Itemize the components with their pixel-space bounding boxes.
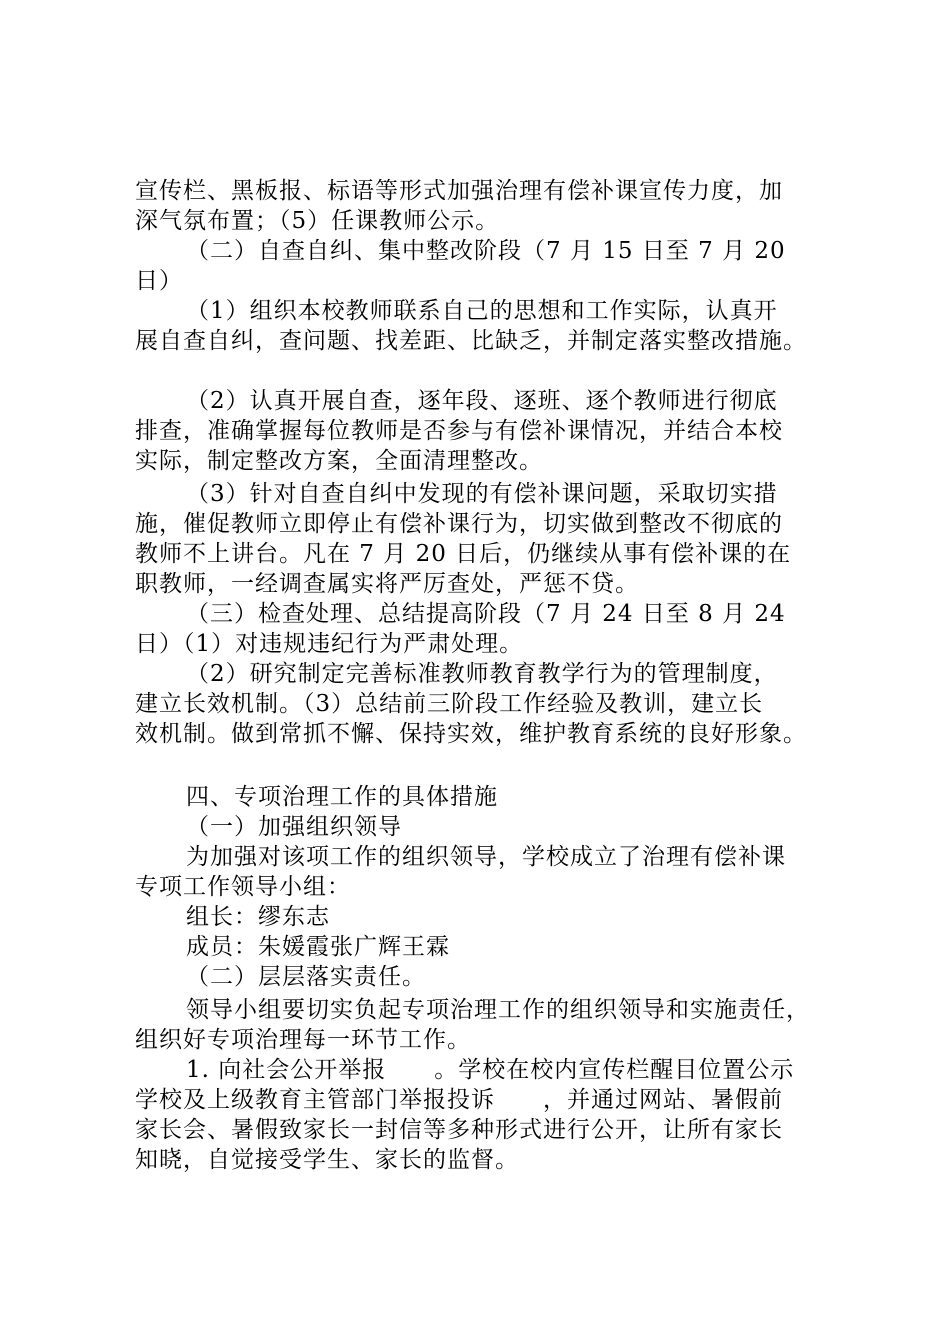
text-line: 领导小组要切实负起专项治理工作的组织领导和实施责任， — [186, 997, 810, 1023]
section-heading: 四、专项治理工作的具体措施 — [186, 784, 498, 810]
text-line: 为加强对该项工作的组织领导，学校成立了治理有偿补课 — [186, 844, 786, 870]
text-line: （3）针对自查自纠中发现的有偿补课问题，采取切实措 — [186, 481, 778, 507]
text-line: 建立长效机制。（3）总结前三阶段工作经验及教训，建立长 — [135, 691, 764, 717]
section-heading: （一）加强组织领导 — [186, 814, 402, 840]
text-line: 组织好专项治理每一环节工作。 — [135, 1027, 471, 1053]
section-heading: （二）自查自纠、集中整改阶段（7 月 15 日至 7 月 20 — [186, 238, 786, 264]
section-heading: （三）检查处理、总结提高阶段（7 月 24 日至 8 月 24 — [186, 601, 786, 627]
text-line: 组长：缪东志 — [186, 904, 330, 930]
text-line: 排查，准确掌握每位教师是否参与有偿补课情况，并结合本校 — [135, 418, 783, 444]
text-line: （2）研究制定完善标准教师教育教学行为的管理制度， — [186, 661, 778, 687]
text-line: 日）（1）对违规违纪行为严肃处理。 — [135, 631, 524, 657]
text-line: 宣传栏、黑板报、标语等形式加强治理有偿补课宣传力度，加 — [135, 178, 783, 204]
text-line: 家长会、暑假致家长一封信等多种形式进行公开，让所有家长 — [135, 1117, 783, 1143]
text-line: 效机制。做到常抓不懈、保持实效，维护教育系统的良好形象。 — [135, 721, 807, 747]
text-line: 展自查自纠，查问题、找差距、比缺乏，并制定落实整改措施。 — [135, 328, 807, 354]
text-line: 施，催促教师立即停止有偿补课行为，切实做到整改不彻底的 — [135, 511, 783, 537]
section-heading: （二）层层落实责任。 — [186, 964, 426, 990]
text-line: 教师不上讲台。凡在 7 月 20 日后，仍继续从事有偿补课的在 — [135, 541, 792, 567]
text-line: 成员：朱媛霞张广辉王霖 — [186, 934, 450, 960]
text-line: 日） — [135, 268, 183, 294]
text-line: 深气氛布置；（5）任课教师公示。 — [135, 208, 500, 234]
text-line: （2）认真开展自查，逐年段、逐班、逐个教师进行彻底 — [186, 388, 778, 414]
text-line: 专项工作领导小组： — [135, 874, 351, 900]
text-line: （1）组织本校教师联系自己的思想和工作实际，认真开 — [186, 298, 778, 324]
text-line: 知晓，自觉接受学生、家长的监督。 — [135, 1147, 519, 1173]
text-line: 学校及上级教育主管部门举报投诉 ，并通过网站、暑假前 — [135, 1087, 783, 1113]
text-line: 职教师，一经调查属实将严厉查处，严惩不贷。 — [135, 571, 639, 597]
text-line: 实际，制定整改方案，全面清理整改。 — [135, 448, 543, 474]
text-line: 1. 向社会公开举报 。学校在校内宣传栏醒目位置公示 — [186, 1057, 795, 1083]
